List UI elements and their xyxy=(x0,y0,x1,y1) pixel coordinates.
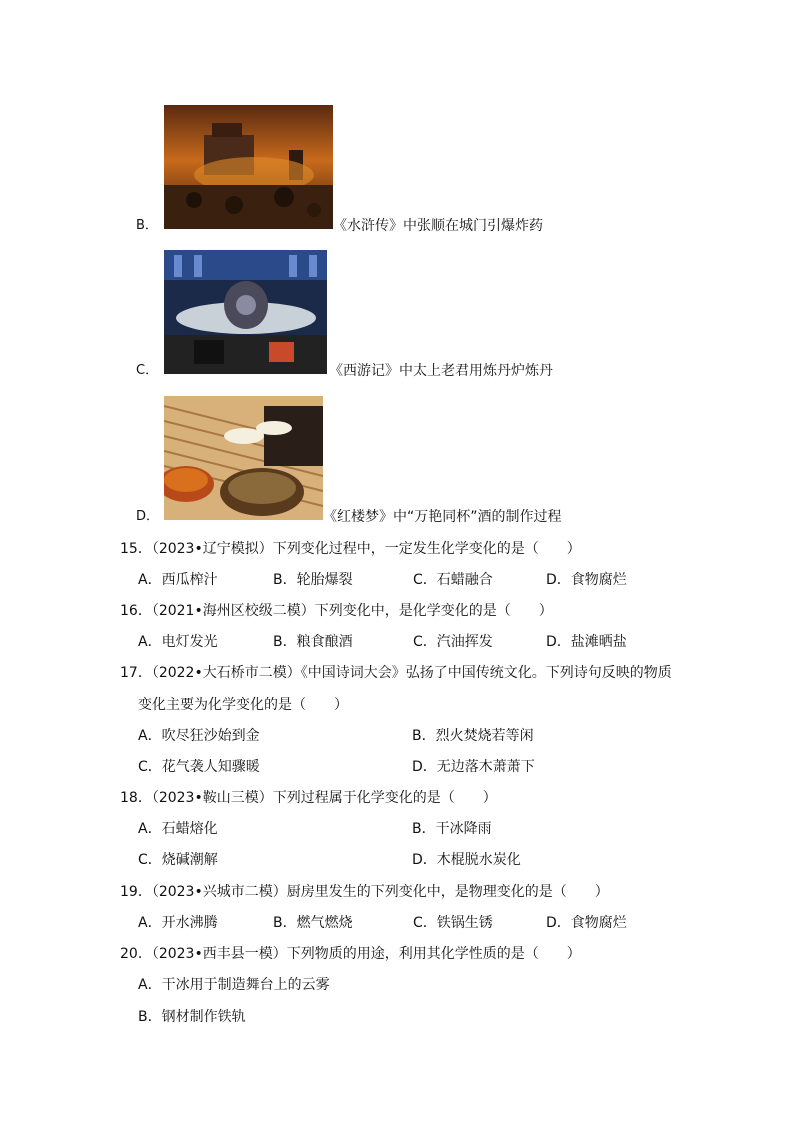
q19-option-d: D．食物腐烂 xyxy=(546,915,627,931)
q18-option-d: D．木棍脱水炭化 xyxy=(412,852,521,868)
q16-option-a: A．电灯发光 xyxy=(138,634,218,650)
q20-stem: 20．（2023•西丰县一模）下列物质的用途，利用其化学性质的是（ ） xyxy=(120,946,581,962)
q17-option-c: C．花气袭人知骤暖 xyxy=(138,759,260,775)
q17-option-d: D．无边落木萧萧下 xyxy=(412,759,535,775)
option-c-caption: 《西游记》中太上老君用炼丹炉炼丹 xyxy=(329,363,553,379)
battle-scene-image xyxy=(164,105,333,229)
q15-option-a: A．西瓜榨汁 xyxy=(138,572,218,588)
q20-option-a: A．干冰用于制造舞台上的云雾 xyxy=(138,977,330,993)
q15-option-c: C．石蜡融合 xyxy=(413,572,493,588)
option-b-caption: 《水浒传》中张顺在城门引爆炸药 xyxy=(333,218,543,234)
q19-option-b: B．燃气燃烧 xyxy=(273,915,353,931)
q17-option-a: A．吹尽狂沙始到金 xyxy=(138,728,260,744)
option-d-letter: D． xyxy=(136,509,160,524)
q15-stem: 15．（2023•辽宁模拟）下列变化过程中，一定发生化学变化的是（ ） xyxy=(120,541,581,557)
q18-option-b: B．干冰降雨 xyxy=(412,821,492,837)
option-c-letter: C． xyxy=(136,363,159,378)
q19-option-a: A．开水沸腾 xyxy=(138,915,218,931)
q15-option-b: B．轮胎爆裂 xyxy=(273,572,353,588)
q19-stem: 19．（2023•兴城市二模）厨房里发生的下列变化中，是物理变化的是（ ） xyxy=(120,884,609,900)
alchemy-furnace-image xyxy=(164,250,327,374)
q15-option-d: D．食物腐烂 xyxy=(546,572,627,588)
q18-stem: 18．（2023•鞍山三模）下列过程属于化学变化的是（ ） xyxy=(120,790,497,806)
q20-option-b: B．钢材制作铁轨 xyxy=(138,1009,246,1025)
q16-option-d: D．盐滩晒盐 xyxy=(546,634,627,650)
q19-option-c: C．铁锅生锈 xyxy=(413,915,493,931)
option-b-letter: B． xyxy=(136,218,158,233)
q17-stem-line1: 17．（2022•大石桥市二模）《中国诗词大会》弘扬了中国传统文化。下列诗句反映的物质 xyxy=(120,665,672,681)
q18-option-c: C．烧碱潮解 xyxy=(138,852,218,868)
q17-option-b: B．烈火焚烧若等闲 xyxy=(412,728,534,744)
q17-stem-line2: 变化主要为化学变化的是（ ） xyxy=(138,697,348,713)
q16-stem: 16．（2021•海州区校级二模）下列变化中，是化学变化的是（ ） xyxy=(120,603,553,619)
q16-option-c: C．汽油挥发 xyxy=(413,634,493,650)
wine-bowls-image xyxy=(164,396,323,520)
q18-option-a: A．石蜡熔化 xyxy=(138,821,218,837)
q16-option-b: B．粮食酿酒 xyxy=(273,634,353,650)
option-d-caption: 《红楼梦》中“万艳同杯”酒的制作过程 xyxy=(323,509,562,525)
